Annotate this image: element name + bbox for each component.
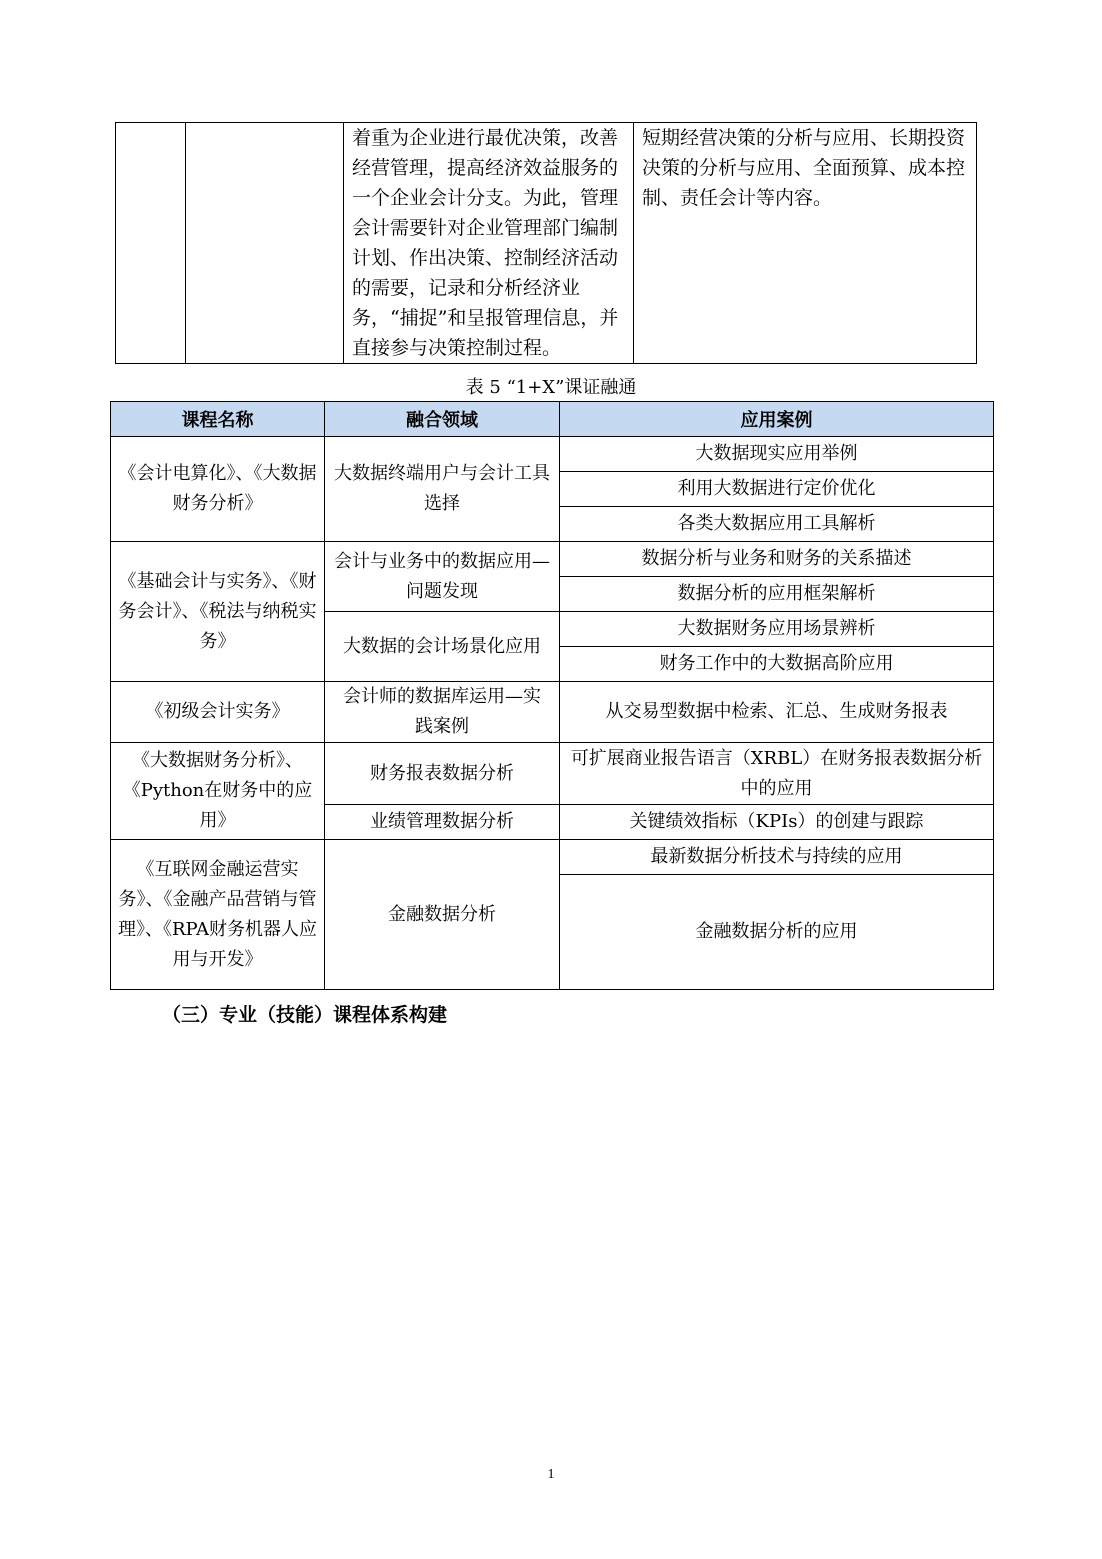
domain-cell: 大数据的会计场景化应用 (325, 612, 560, 682)
header-course: 课程名称 (111, 402, 325, 437)
section-heading: （三）专业（技能）课程体系构建 (162, 1004, 448, 1026)
case-cell: 大数据财务应用场景辨析 (560, 612, 994, 647)
continued-cell-content: 短期经营决策的分析与应用、长期投资决策的分析与应用、全面预算、成本控制、责任会计等内容。 (634, 123, 977, 364)
continued-table (115, 122, 977, 364)
case-cell: 大数据现实应用举例 (560, 437, 994, 472)
continued-cell-empty-1 (116, 123, 186, 364)
domain-cell: 财务报表数据分析 (325, 743, 560, 805)
page-number: 1 (547, 1467, 555, 1482)
case-cell: 各类大数据应用工具解析 (560, 507, 994, 542)
course-cell: 《大数据财务分析》、《Python在财务中的应用》 (111, 743, 325, 840)
case-cell: 可扩展商业报告语言（XRBL）在财务报表数据分析中的应用 (560, 743, 994, 805)
case-cell: 数据分析的应用框架解析 (560, 577, 994, 612)
domain-cell: 大数据终端用户与会计工具选择 (325, 437, 560, 542)
case-cell: 金融数据分析的应用 (560, 875, 994, 990)
continued-cell-empty-2 (186, 123, 344, 364)
header-case: 应用案例 (560, 402, 994, 437)
course-cell: 《基础会计与实务》、《财务会计》、《税法与纳税实务》 (111, 542, 325, 682)
header-domain: 融合领域 (325, 402, 560, 437)
continued-cell-description: 着重为企业进行最优决策，改善经营管理，提高经济效益服务的一个企业会计分支。为此，管理会计需要针对企业管理部门编制计划、作出决策、控制经济活动的需要，记录和分析经济业务，“捕捉”和呈报管理信息，并直接参与决策控制过程。 (344, 123, 634, 364)
course-cell: 《会计电算化》、《大数据财务分析》 (111, 437, 325, 542)
case-cell: 财务工作中的大数据高阶应用 (560, 647, 994, 682)
domain-cell: 金融数据分析 (325, 840, 560, 990)
case-cell: 关键绩效指标（KPIs）的创建与跟踪 (560, 805, 994, 840)
course-cell: 《互联网金融运营实务》、《金融产品营销与管理》、《RPA财务机器人应用与开发》 (111, 840, 325, 990)
case-cell: 利用大数据进行定价优化 (560, 472, 994, 507)
domain-cell: 业绩管理数据分析 (325, 805, 560, 840)
domain-cell: 会计与业务中的数据应用—问题发现 (325, 542, 560, 612)
case-cell: 最新数据分析技术与持续的应用 (560, 840, 994, 875)
domain-cell: 会计师的数据库运用—实践案例 (325, 682, 560, 743)
table-caption: 表 5 “1+X”课证融通 (465, 377, 637, 398)
case-cell: 数据分析与业务和财务的关系描述 (560, 542, 994, 577)
table-5 (110, 401, 994, 990)
case-cell: 从交易型数据中检索、汇总、生成财务报表 (560, 682, 994, 743)
course-cell: 《初级会计实务》 (111, 682, 325, 743)
